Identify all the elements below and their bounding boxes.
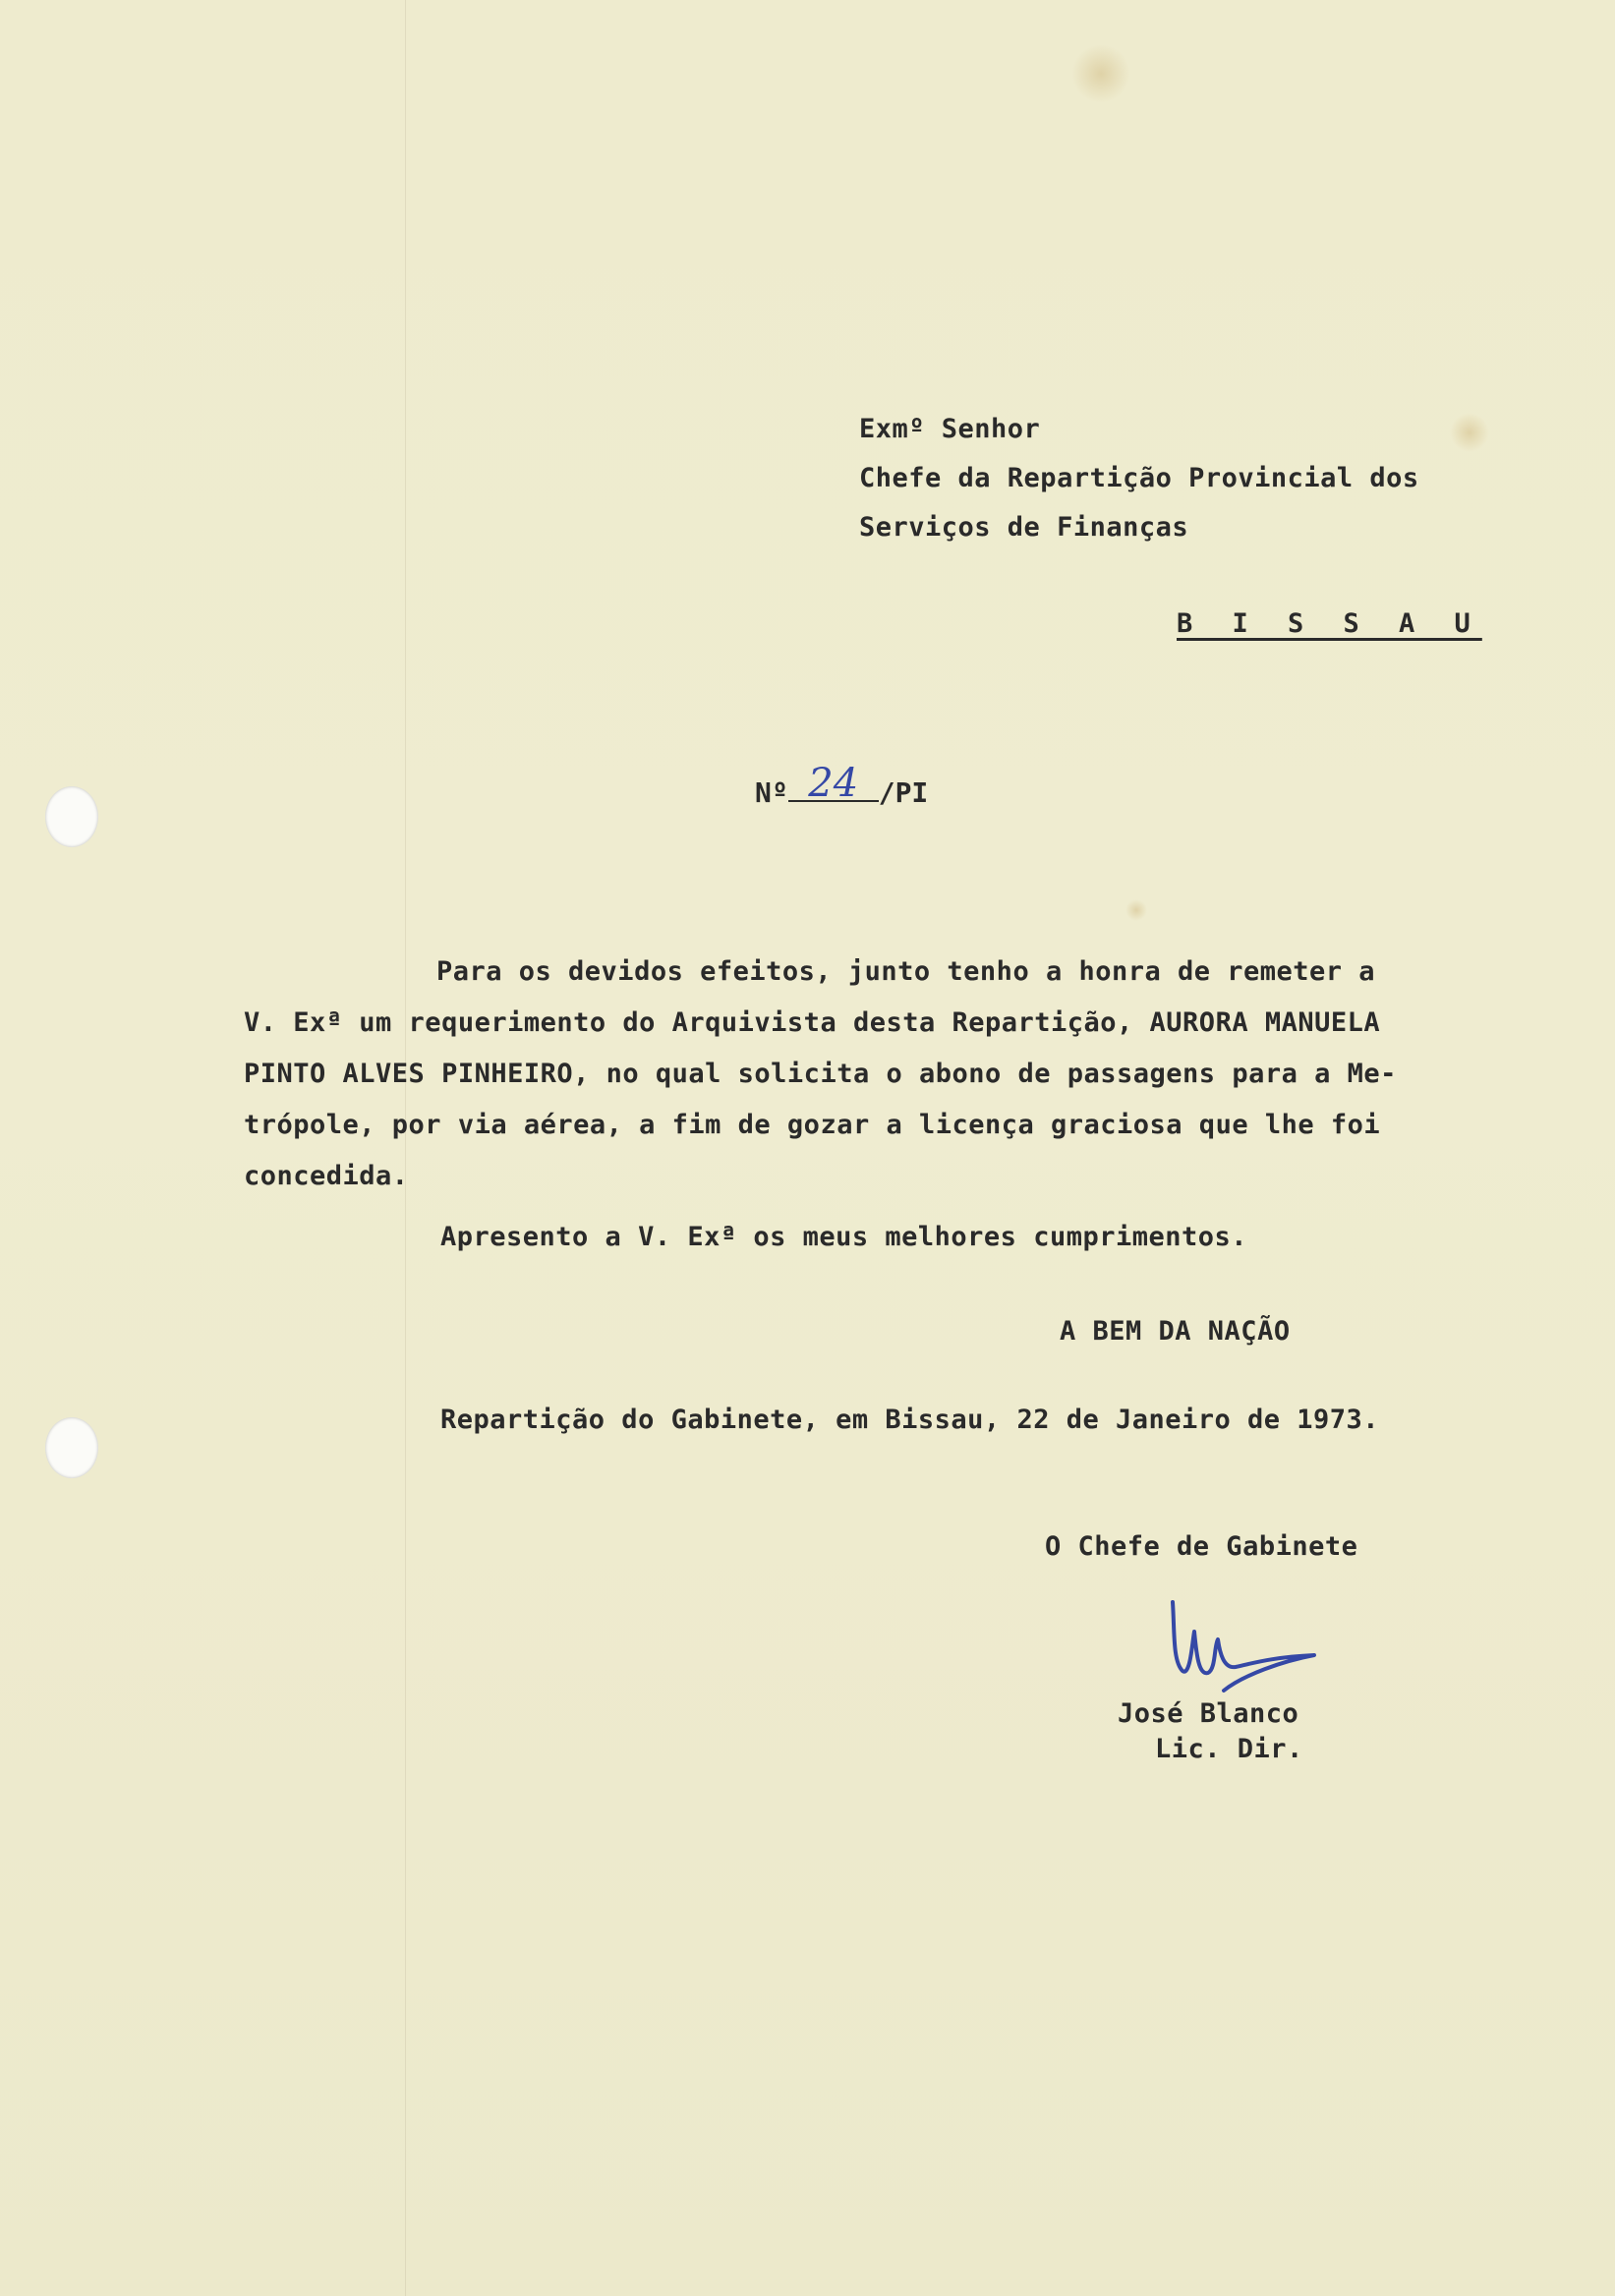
body-line-5: concedida. [244, 1161, 409, 1191]
paper-stain [1125, 899, 1147, 921]
paper-fold-line [405, 0, 406, 2296]
signatory-role: O Chefe de Gabinete [1045, 1531, 1358, 1562]
addressee-city: B I S S A U [1177, 608, 1482, 639]
reference-suffix: /PI [878, 776, 929, 809]
punch-hole-bottom [45, 1417, 98, 1478]
paper-stain [1071, 44, 1130, 103]
addressee-line-3: Serviços de Finanças [859, 512, 1189, 543]
body-line-2: V. Exª um requerimento do Arquivista desta Repartição, AURORA MANUELA [244, 1007, 1381, 1038]
closing-place-date: Repartição do Gabinete, em Bissau, 22 de Janeiro de 1973. [440, 1405, 1380, 1435]
handwritten-signature [1165, 1592, 1322, 1700]
body-line-1: Para os devidos efeitos, junto tenho a honra de remeter a [436, 956, 1376, 987]
reference-prefix: Nº [755, 776, 788, 809]
body-line-3: PINTO ALVES PINHEIRO, no qual solicita o abono de passagens para a Me- [244, 1059, 1397, 1089]
signatory-name: José Blanco [1118, 1698, 1299, 1729]
paper-stain [1450, 413, 1489, 452]
reference-number [755, 761, 929, 810]
punch-hole-top [45, 786, 98, 847]
closing-motto: A BEM DA NAÇÃO [1060, 1316, 1291, 1347]
body-paragraph-2: Apresento a V. Exª os meus melhores cumprimentos. [440, 1222, 1248, 1252]
signatory-title: Lic. Dir. [1155, 1734, 1303, 1764]
addressee-line-2: Chefe da Repartição Provincial dos [859, 463, 1419, 493]
addressee-salutation: Exmº Senhor [859, 414, 1041, 444]
reference-handwritten-number: 24 [788, 767, 879, 802]
body-line-4: trópole, por via aérea, a fim de gozar a licença graciosa que lhe foi [244, 1110, 1381, 1140]
